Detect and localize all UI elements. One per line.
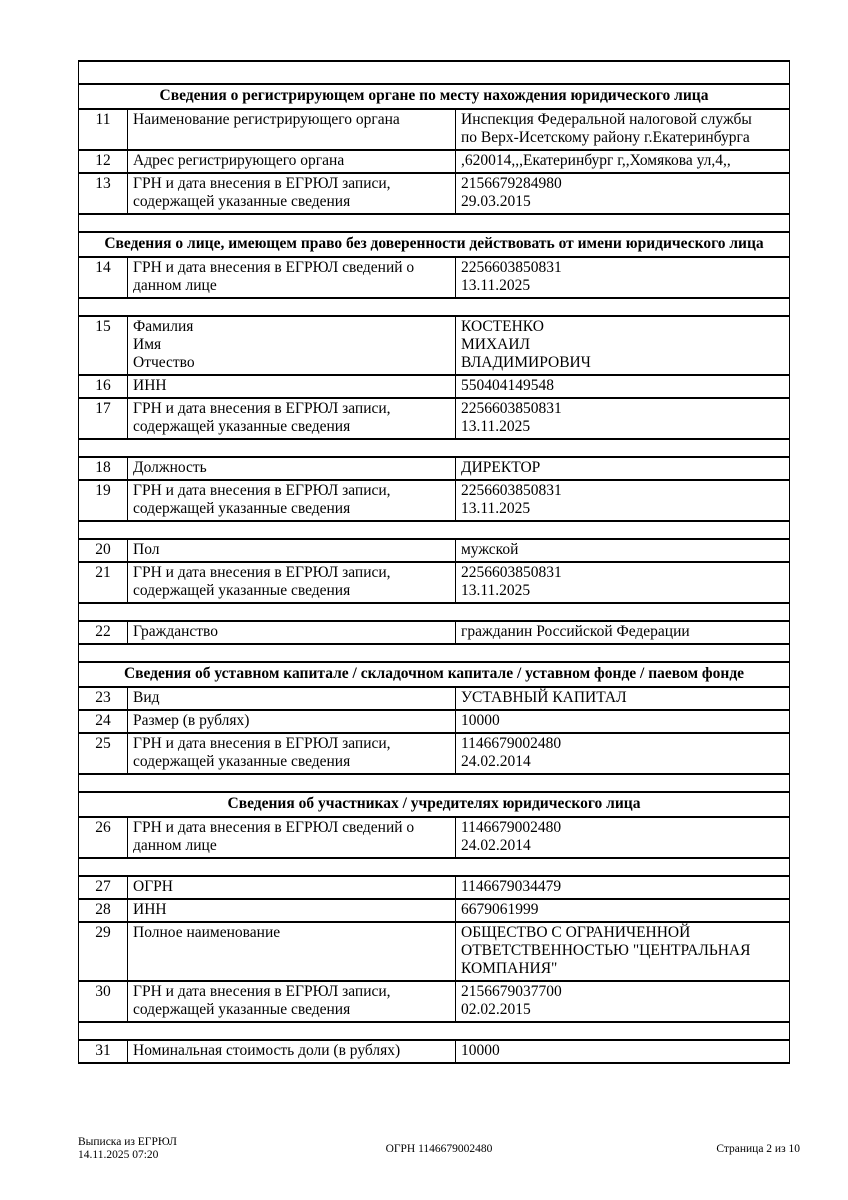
row-label: [128, 173, 456, 214]
row-value: [456, 1040, 790, 1063]
text-line: ОБЩЕСТВО С ОГРАНИЧЕННОЙ: [461, 924, 691, 941]
row-number: 27: [79, 876, 128, 899]
row-label: [128, 457, 456, 480]
text-line: Пол: [133, 541, 160, 558]
text-line: 550404149548: [461, 377, 554, 394]
text-line: УСТАВНЫЙ КАПИТАЛ: [461, 689, 627, 706]
table-row: [79, 398, 790, 439]
row-label: [128, 899, 456, 922]
row-number: 13: [79, 173, 128, 214]
row-value: [456, 457, 790, 480]
table-row: [79, 109, 790, 150]
row-label: [128, 621, 456, 644]
spacer-cell: [79, 774, 790, 792]
row-label: [128, 562, 456, 603]
spacer-row: [79, 521, 790, 539]
row-number: 30: [79, 981, 128, 1022]
text-line: 2256603850831: [461, 259, 562, 276]
egrul-table: [78, 60, 790, 1064]
row-number: 19: [79, 480, 128, 521]
row-value: [456, 562, 790, 603]
section-header: Сведения о регистрирующем органе по месту нахождения юридического лица: [79, 84, 790, 109]
text-line: ОГРН: [133, 878, 173, 895]
row-label: [128, 375, 456, 398]
text-line: Вид: [133, 689, 160, 706]
text-line: ГРН и дата внесения в ЕГРЮЛ сведений о данном лице: [133, 259, 415, 294]
table-row: [79, 922, 790, 981]
text-line: Должность: [133, 459, 207, 476]
row-number: 20: [79, 539, 128, 562]
text-line: Фамилия: [133, 318, 194, 335]
row-label: [128, 981, 456, 1022]
table-row: [79, 1040, 790, 1063]
row-value: [456, 733, 790, 774]
text-line: 6679061999: [461, 901, 539, 918]
text-line: мужской: [461, 541, 519, 558]
table-row: [79, 733, 790, 774]
row-number: 17: [79, 398, 128, 439]
row-label: [128, 876, 456, 899]
text-line: 10000: [461, 712, 500, 729]
row-number: 25: [79, 733, 128, 774]
text-line: МИХАИЛ: [461, 336, 531, 353]
table-row: [79, 539, 790, 562]
table-row: [79, 316, 790, 375]
spacer-row: [79, 603, 790, 621]
text-line: 10000: [461, 1042, 500, 1059]
text-line: Адрес регистрирующего органа: [133, 152, 345, 169]
row-value: [456, 817, 790, 858]
footer-page-number: Страница 2 из 10: [716, 1143, 800, 1155]
spacer-cell: [79, 603, 790, 621]
text-line: КОСТЕНКО: [461, 318, 544, 335]
text-line: ,620014,,,Екатеринбург г,,Хомякова ул,4,,: [461, 152, 731, 169]
text-line: 2256603850831: [461, 564, 562, 581]
text-line: 1146679034479: [461, 878, 562, 895]
section-header-row: [79, 84, 790, 109]
row-value: [456, 876, 790, 899]
text-line: Номинальная стоимость доли (в рублях): [133, 1042, 401, 1059]
row-label: [128, 1040, 456, 1063]
text-line: ГРН и дата внесения в ЕГРЮЛ записи, содержащей указанные сведения: [133, 400, 391, 435]
row-label: [128, 316, 456, 375]
table-row: [79, 257, 790, 298]
row-value: [456, 922, 790, 981]
spacer-row: [79, 298, 790, 316]
footer-doc-info: [78, 1136, 177, 1162]
spacer-row: [79, 439, 790, 457]
row-number: 24: [79, 710, 128, 733]
row-label: [128, 539, 456, 562]
row-value: [456, 173, 790, 214]
row-value: [456, 621, 790, 644]
row-value: [456, 899, 790, 922]
spacer-row: [79, 858, 790, 876]
row-value: [456, 316, 790, 375]
row-number: 31: [79, 1040, 128, 1063]
text-line: ГРН и дата внесения в ЕГРЮЛ записи, содержащей указанные сведения: [133, 482, 391, 517]
spacer-row: [79, 1022, 790, 1040]
text-line: Размер (в рублях): [133, 712, 250, 729]
text-line: 1146679002480: [461, 819, 562, 836]
table-row: [79, 480, 790, 521]
spacer-cell: [79, 858, 790, 876]
row-label: [128, 257, 456, 298]
table-row: [79, 710, 790, 733]
text-line: ГРН и дата внесения в ЕГРЮЛ записи, содержащей указанные сведения: [133, 983, 391, 1018]
table-row: [79, 375, 790, 398]
text-line: 2156679037700: [461, 983, 562, 1000]
table-row: [79, 876, 790, 899]
text-line: по Верх-Исетскому району г.Екатеринбурга: [461, 129, 750, 146]
text-line: 13.11.2025: [461, 582, 531, 599]
footer-ogrn: ОГРН 1146679002480: [385, 1143, 493, 1155]
row-label: [128, 150, 456, 173]
text-line: 2256603850831: [461, 482, 562, 499]
text-line: 13.11.2025: [461, 277, 531, 294]
row-value: [456, 375, 790, 398]
text-line: гражданин Российской Федерации: [461, 623, 690, 640]
row-label: [128, 922, 456, 981]
text-line: Полное наименование: [133, 924, 281, 941]
table-row: [79, 173, 790, 214]
row-label: [128, 398, 456, 439]
spacer-cell: [79, 214, 790, 232]
table-row: [79, 899, 790, 922]
table-row: [79, 687, 790, 710]
text-line: ИНН: [133, 901, 167, 918]
spacer-cell: [79, 439, 790, 457]
row-number: 14: [79, 257, 128, 298]
spacer-cell: [79, 61, 790, 84]
spacer-cell: [79, 298, 790, 316]
row-label: [128, 733, 456, 774]
row-number: 26: [79, 817, 128, 858]
text-line: 2156679284980: [461, 175, 562, 192]
row-value: [456, 687, 790, 710]
table-row: [79, 150, 790, 173]
egrul-table-body: [79, 61, 790, 1063]
spacer-row: [79, 774, 790, 792]
row-label: [128, 817, 456, 858]
text-line: Гражданство: [133, 623, 219, 640]
text-line: 24.02.2014: [461, 837, 531, 854]
text-line: 2256603850831: [461, 400, 562, 417]
row-value: [456, 480, 790, 521]
section-header-row: [79, 792, 790, 817]
text-line: Наименование регистрирующего органа: [133, 111, 400, 128]
text-line: Инспекция Федеральной налоговой службы: [461, 111, 752, 128]
text-line: Имя: [133, 336, 162, 353]
row-number: 12: [79, 150, 128, 173]
row-number: 11: [79, 109, 128, 150]
spacer-row: [79, 214, 790, 232]
text-line: ГРН и дата внесения в ЕГРЮЛ записи, содержащей указанные сведения: [133, 564, 391, 599]
section-header: Сведения об уставном капитале / складочном капитале / уставном фонде / паевом фонде: [79, 662, 790, 687]
row-number: 21: [79, 562, 128, 603]
row-value: [456, 981, 790, 1022]
table-row: [79, 621, 790, 644]
row-number: 22: [79, 621, 128, 644]
text-line: 29.03.2015: [461, 193, 531, 210]
section-header: Сведения о лице, имеющем право без доверенности действовать от имени юридического лица: [79, 232, 790, 257]
text-line: 1146679002480: [461, 735, 562, 752]
row-label: [128, 109, 456, 150]
text-line: Отчество: [133, 354, 195, 371]
spacer-cell: [79, 521, 790, 539]
section-header: Сведения об участниках / учредителях юридического лица: [79, 792, 790, 817]
section-header-row: [79, 232, 790, 257]
spacer-row: [79, 644, 790, 662]
text-line: ГРН и дата внесения в ЕГРЮЛ сведений о данном лице: [133, 819, 415, 854]
spacer-cell: [79, 644, 790, 662]
row-number: 28: [79, 899, 128, 922]
table-row: [79, 457, 790, 480]
row-number: 15: [79, 316, 128, 375]
text-line: ДИРЕКТОР: [461, 459, 541, 476]
text-line: КОМПАНИЯ": [461, 960, 558, 977]
row-number: 16: [79, 375, 128, 398]
table-row: [79, 981, 790, 1022]
text-line: 24.02.2014: [461, 753, 531, 770]
row-value: [456, 257, 790, 298]
text-line: ВЛАДИМИРОВИЧ: [461, 354, 591, 371]
row-value: [456, 398, 790, 439]
row-number: 18: [79, 457, 128, 480]
text-line: ГРН и дата внесения в ЕГРЮЛ записи, содержащей указанные сведения: [133, 735, 391, 770]
row-number: 29: [79, 922, 128, 981]
row-label: [128, 480, 456, 521]
row-label: [128, 710, 456, 733]
row-value: [456, 539, 790, 562]
section-header-row: [79, 662, 790, 687]
footer-doc-title: Выписка из ЕГРЮЛ: [78, 1136, 177, 1148]
text-line: ОТВЕТСТВЕННОСТЬЮ "ЦЕНТРАЛЬНАЯ: [461, 942, 751, 959]
row-number: 23: [79, 687, 128, 710]
row-value: [456, 710, 790, 733]
text-line: ГРН и дата внесения в ЕГРЮЛ записи, содержащей указанные сведения: [133, 175, 391, 210]
spacer-cell: [79, 1022, 790, 1040]
text-line: ИНН: [133, 377, 167, 394]
text-line: 02.02.2015: [461, 1001, 531, 1018]
spacer-row: [79, 61, 790, 84]
text-line: 13.11.2025: [461, 500, 531, 517]
row-value: [456, 109, 790, 150]
row-value: [456, 150, 790, 173]
table-row: [79, 562, 790, 603]
text-line: 13.11.2025: [461, 418, 531, 435]
footer-datetime: 14.11.2025 07:20: [78, 1149, 159, 1161]
row-label: [128, 687, 456, 710]
table-row: [79, 817, 790, 858]
